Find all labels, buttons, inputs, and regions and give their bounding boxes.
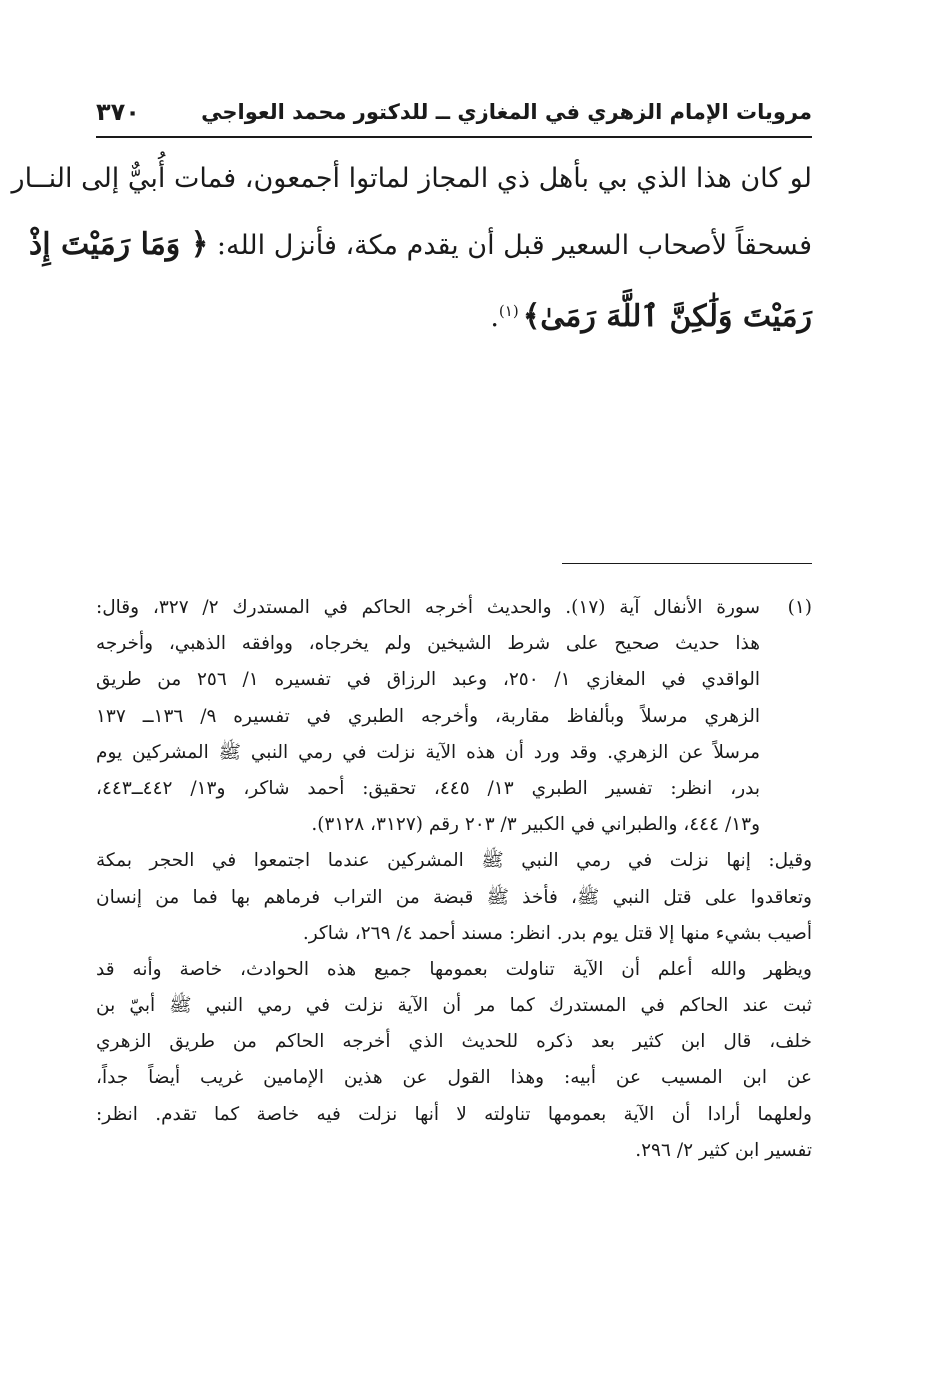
quran-verse-end: رَمَيْتَ وَلَٰكِنَّ ٱللَّهَ رَمَىٰ﴾ xyxy=(522,299,812,334)
footnote-line: عن ابن المسيب عن أبيه: وهذا القول عن هذين الإمامين غريب أيضاً جداً، xyxy=(96,1067,812,1089)
footnote-paragraph xyxy=(96,843,812,952)
footnote-paragraph xyxy=(96,952,812,1169)
footnote-reference: (١) xyxy=(498,302,519,320)
footnote-line: خلف، قال ابن كثير بعد ذكره للحديث الذي أخرجه الحاكم من طريق الزهري xyxy=(96,1031,812,1053)
quran-verse-start: ﴿ وَمَا رَمَيْتَ إِذْ xyxy=(28,227,209,262)
book-title: مرويات الإمام الزهري في المغازي ــ للدكتور محمد العواجي xyxy=(201,100,812,124)
footnote-marker: (١) xyxy=(787,597,812,618)
footnote-line: مرسلاً عن الزهري. وقد ورد أن هذه الآية نزلت في رمي النبي ﷺ المشركين يوم xyxy=(96,741,760,763)
footnote-line: أصيب بشيء منها إلا قتل يوم بدر. انظر: مسند أحمد ٤/ ٢٦٩، شاكر. xyxy=(302,922,812,944)
footnote-line: الواقدي في المغازي ١/ ٢٥٠، وعبد الرزاق في تفسيره ١/ ٢٥٦ من طريق xyxy=(96,669,760,691)
running-header xyxy=(96,96,812,138)
main-line xyxy=(28,212,812,278)
footnote-line: ولعلهما أرادا أن الآية بعمومها تناولته لا أنها نزلت فيه خاصة كما تقدم. انظر: xyxy=(96,1103,812,1125)
footnote-line: ويظهر والله أعلم أن الآية تناولت بعمومها جميع هذه الحوادث، خاصة وأنه قد xyxy=(96,958,812,980)
main-line-text: فسحقاً لأصحاب السعير قبل أن يقدم مكة، فأنزل الله: xyxy=(216,230,812,261)
page-number: ٣٧٠ xyxy=(96,98,140,126)
footnote-body xyxy=(96,590,760,843)
footnote-1 xyxy=(96,590,812,843)
footnote-line: الزهري مرسلاً وبألفاظ مقاربة، وأخرجه الطبري في تفسيره ٩/ ١٣٦ــ ١٣٧ xyxy=(96,705,760,727)
footnote-separator xyxy=(562,563,812,564)
footnote-line: وتعاقدوا على قتل النبي ﷺ، فأخذ ﷺ قبضة من التراب فرماهم بها فما من إنسان xyxy=(96,886,812,908)
main-line: لو كان هذا الذي بي بأهل ذي المجاز لماتوا أجمعون، فمات أُبيٌّ إلى النــار xyxy=(11,163,812,194)
footnote-line: هذا حديث صحيح على شرط الشيخين ولم يخرجاه، ووافقه الذهبي، وأخرجه xyxy=(96,633,760,655)
main-line xyxy=(96,278,812,344)
main-line-text: . xyxy=(490,302,499,333)
footnote-line: سورة الأنفال آية (١٧). والحديث أخرجه الحاكم في المستدرك ٢/ ٣٢٧، وقال: xyxy=(96,597,760,618)
footnote-line: بدر، انظر: تفسير الطبري ١٣/ ٤٤٥، تحقيق: أحمد شاكر، و١٣/ ٤٤٢ــ٤٤٣، xyxy=(96,777,760,799)
footnote-line: تفسير ابن كثير ٢/ ٢٩٦. xyxy=(635,1139,812,1161)
footnote-line: ثبت عند الحاكم في المستدرك كما مر أن الآية نزلت في رمي النبي ﷺ أبيّ بن xyxy=(96,995,812,1017)
footnote-line: وقيل: إنها نزلت في رمي النبي ﷺ المشركين عندما اجتمعوا في الحجر بمكة xyxy=(96,850,812,872)
main-text xyxy=(11,146,812,344)
footnote-line: و١٣/ ٤٤٤، والطبراني في الكبير ٣/ ٢٠٣ رقم (٣١٢٧، ٣١٢٨). xyxy=(311,814,760,836)
footnotes xyxy=(96,590,812,1169)
